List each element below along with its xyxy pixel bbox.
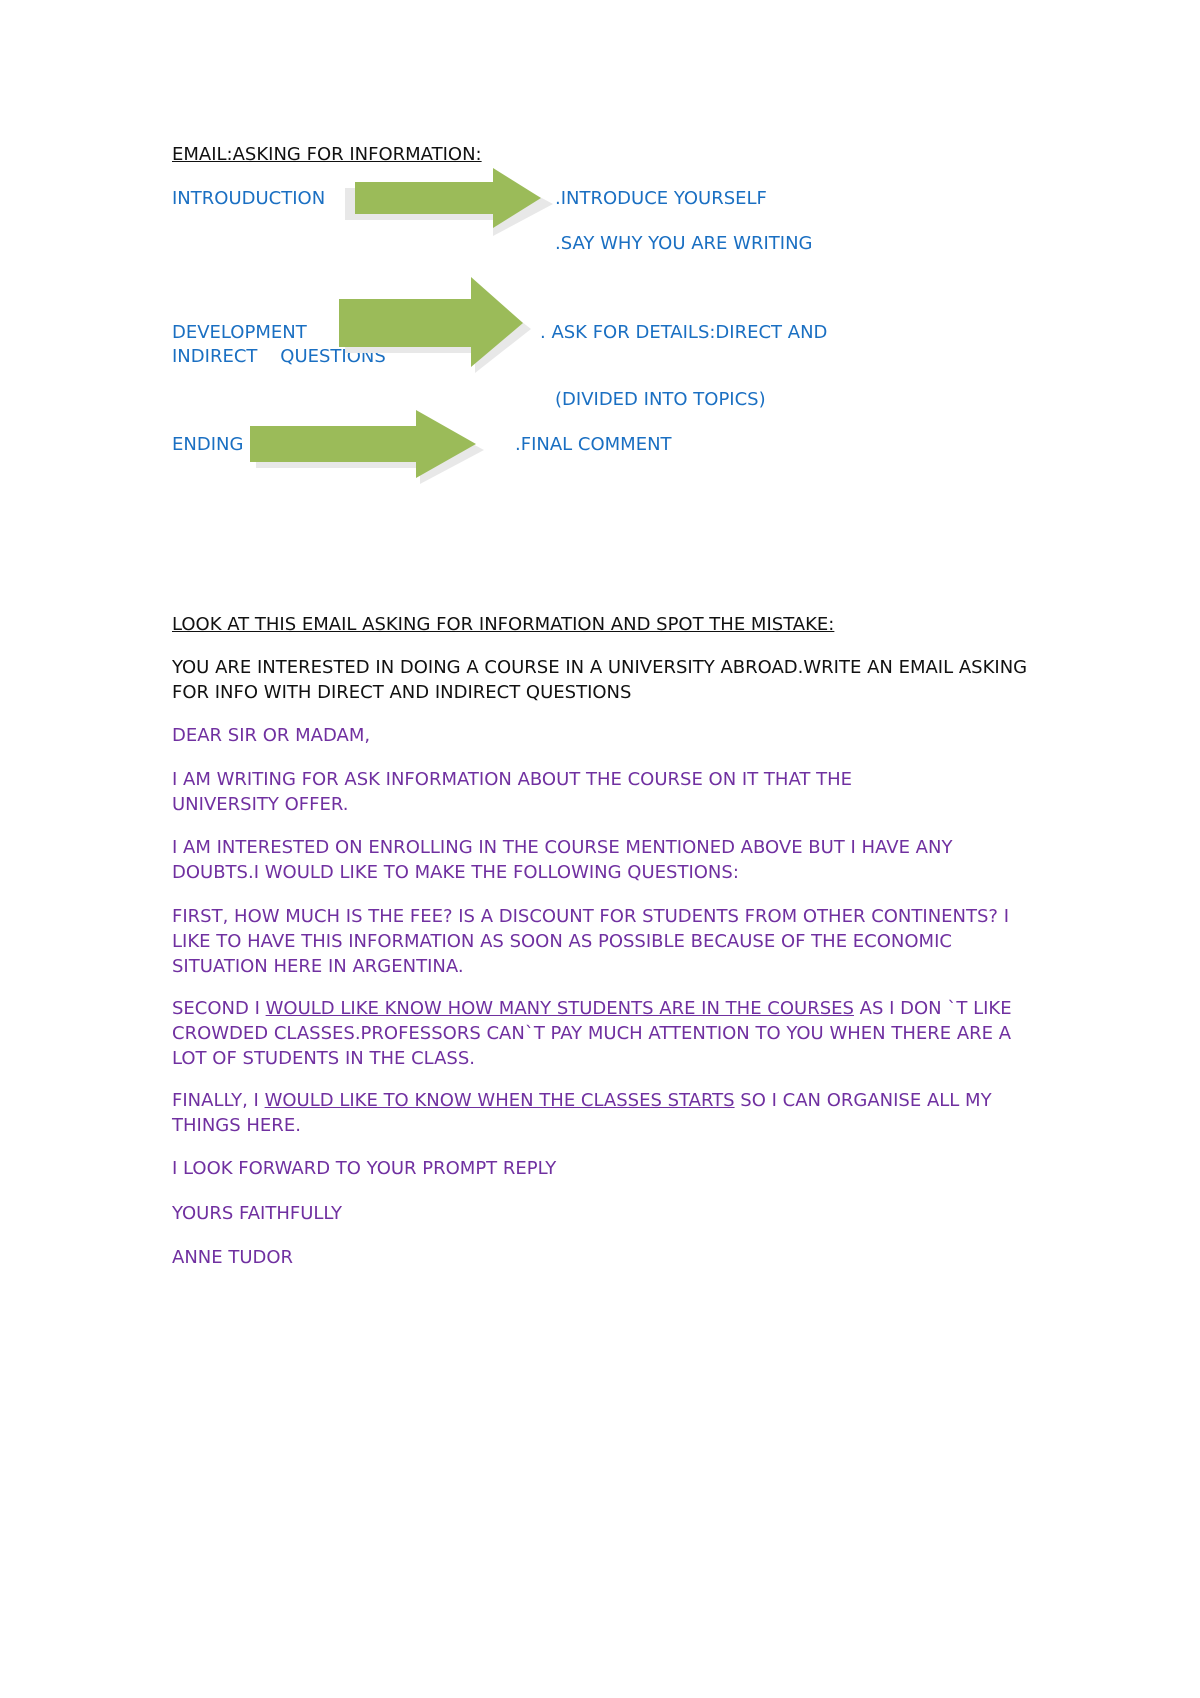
ending-item-final: .FINAL COMMENT	[515, 434, 672, 455]
email-signoff: YOURS FAITHFULLY	[172, 1203, 343, 1224]
development-item-details: . ASK FOR DETAILS:DIRECT AND	[540, 322, 828, 343]
development-arrow-icon	[335, 275, 535, 383]
email-paragraph: FIRST, HOW MUCH IS THE FEE? IS A DISCOUNT FOR STUDENTS FROM OTHER CONTINENTS? I LIKE TO HAVE THIS INFORMATION AS SOON AS POSSIBLE BECAUSE OF THE ECONOMIC SITUATION HERE IN ARGENTINA.	[172, 906, 1009, 977]
exercise-heading: LOOK AT THIS EMAIL ASKING FOR INFORMATION AND SPOT THE MISTAKE:	[172, 614, 835, 635]
development-label-line2: INDIRECT QUESTIONS	[172, 346, 386, 367]
intro-label: INTROUDUCTION	[172, 188, 326, 209]
page-title: EMAIL:ASKING FOR INFORMATION:	[172, 144, 482, 165]
email-text: SO I CAN ORGANISE ALL MY THINGS HERE.	[172, 1090, 992, 1136]
development-item-topics: (DIVIDED INTO TOPICS)	[555, 389, 766, 410]
email-underlined-mistake: WOULD LIKE TO KNOW WHEN THE CLASSES STARTS	[264, 1090, 735, 1111]
email-paragraph: I AM WRITING FOR ASK INFORMATION ABOUT THE COURSE ON IT THAT THE UNIVERSITY OFFER.	[172, 769, 852, 815]
exercise-task: YOU ARE INTERESTED IN DOING A COURSE IN A UNIVERSITY ABROAD.WRITE AN EMAIL ASKING FOR INFO WITH DIRECT AND INDIRECT QUESTIONS	[172, 657, 1028, 703]
email-paragraph	[172, 996, 1032, 1071]
email-text: FINALLY, I	[172, 1090, 265, 1111]
ending-label: ENDING	[172, 434, 244, 455]
email-text: AS I DON `T LIKE CROWDED CLASSES.PROFESSORS CAN`T PAY MUCH ATTENTION TO YOU WHEN THERE ARE A LOT OF STUDENTS IN THE CLASS.	[172, 998, 1012, 1069]
email-greeting: DEAR SIR OR MADAM,	[172, 725, 371, 746]
development-label: DEVELOPMENT	[172, 322, 307, 343]
ending-arrow-icon	[250, 410, 490, 488]
email-paragraph: I AM INTERESTED ON ENROLLING IN THE COURSE MENTIONED ABOVE BUT I HAVE ANY DOUBTS.I WOULD LIKE TO MAKE THE FOLLOWING QUESTIONS:	[172, 837, 953, 883]
email-closing: I LOOK FORWARD TO YOUR PROMPT REPLY	[172, 1158, 557, 1179]
email-signature: ANNE TUDOR	[172, 1247, 294, 1268]
intro-arrow-icon	[345, 168, 555, 240]
intro-item-introduce: .INTRODUCE YOURSELF	[555, 188, 767, 209]
email-text: SECOND I	[172, 998, 266, 1019]
intro-item-why: .SAY WHY YOU ARE WRITING	[555, 233, 813, 254]
email-underlined-mistake: WOULD LIKE KNOW HOW MANY STUDENTS ARE IN THE COURSES	[265, 998, 854, 1019]
email-paragraph	[172, 1088, 1022, 1138]
